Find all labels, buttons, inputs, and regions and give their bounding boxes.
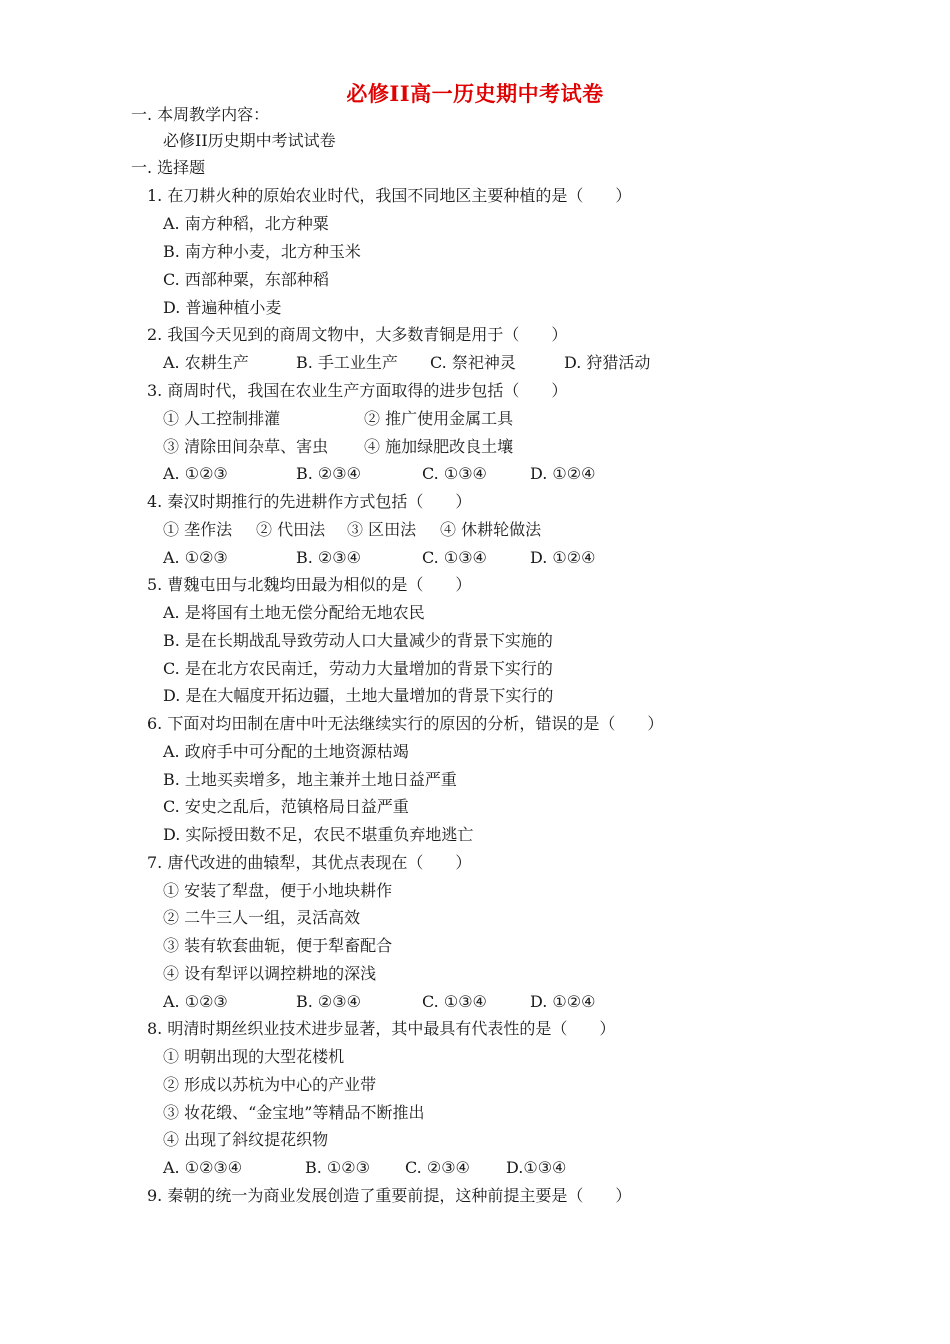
question-8-item-3: ③ 妆花缎、“金宝地”等精品不断推出 — [163, 1103, 425, 1122]
question-1-option-c: C. 西部种粟，东部种稻 — [163, 270, 329, 289]
question-3-item-2: ② 推广使用金属工具 — [364, 409, 514, 428]
question-6-option-a: A. 政府手中可分配的土地资源枯竭 — [163, 742, 409, 761]
question-5-option-b: B. 是在长期战乱导致劳动人口大量减少的背景下实施的 — [163, 631, 553, 650]
question-4-item-2: ② 代田法 — [256, 520, 326, 539]
question-8-option-d: D.①③④ — [506, 1158, 567, 1177]
question-7-item-2: ② 二牛三人一组，灵活高效 — [163, 908, 361, 927]
question-1-option-a: A. 南方种稻，北方种粟 — [163, 214, 329, 233]
question-8-option-c: C. ②③④ — [405, 1158, 470, 1177]
question-7-item-3: ③ 装有软套曲轭，便于犁畜配合 — [163, 936, 393, 955]
question-4-stem: 4. 秦汉时期推行的先进耕作方式包括（ ） — [147, 492, 472, 511]
question-3-option-c: C. ①③④ — [422, 464, 487, 483]
question-5-option-a: A. 是将国有土地无偿分配给无地农民 — [163, 603, 425, 622]
question-6-option-c: C. 安史之乱后，范镇格局日益严重 — [163, 797, 409, 816]
question-5-option-d: D. 是在大幅度开拓边疆，土地大量增加的背景下实行的 — [163, 686, 554, 705]
question-8-option-a: A. ①②③④ — [163, 1158, 243, 1177]
question-7-option-c: C. ①③④ — [422, 992, 487, 1011]
question-4-item-1: ① 垄作法 — [163, 520, 233, 539]
question-2-option-b: B. 手工业生产 — [296, 353, 398, 372]
question-4-option-a: A. ①②③ — [163, 548, 228, 567]
question-6-option-b: B. 土地买卖增多，地主兼并土地日益严重 — [163, 770, 457, 789]
question-8-item-1: ① 明朝出现的大型花楼机 — [163, 1047, 345, 1066]
question-4-item-4: ④ 休耕轮做法 — [440, 520, 542, 539]
question-2-option-d: D. 狩猎活动 — [564, 353, 651, 372]
question-3-item-1: ① 人工控制排灌 — [163, 409, 281, 428]
section-heading-content: 一. 本周教学内容： — [131, 105, 270, 124]
question-5-stem: 5. 曹魏屯田与北魏均田最为相似的是（ ） — [147, 575, 472, 594]
question-2-option-a: A. 农耕生产 — [163, 353, 249, 372]
question-2-stem: 2. 我国今天见到的商周文物中，大多数青铜是用于（ ） — [147, 325, 568, 344]
question-1-stem: 1. 在刀耕火种的原始农业时代，我国不同地区主要种植的是（ ） — [147, 186, 632, 205]
question-8-item-4: ④ 出现了斜纹提花织物 — [163, 1130, 329, 1149]
question-1-option-d: D. 普遍种植小麦 — [163, 298, 282, 317]
question-3-option-b: B. ②③④ — [296, 464, 361, 483]
question-8-stem: 8. 明清时期丝织业技术进步显著，其中最具有代表性的是（ ） — [147, 1019, 616, 1038]
question-3-option-a: A. ①②③ — [163, 464, 228, 483]
question-3-item-3: ③ 清除田间杂草、害虫 — [163, 437, 329, 456]
question-6-option-d: D. 实际授田数不足，农民不堪重负弃地逃亡 — [163, 825, 474, 844]
page-title: 必修II高一历史期中考试卷 — [346, 81, 604, 106]
question-2-option-c: C. 祭祀神灵 — [430, 353, 516, 372]
question-7-item-4: ④ 设有犁评以调控耕地的深浅 — [163, 964, 377, 983]
question-7-option-a: A. ①②③ — [163, 992, 228, 1011]
question-5-option-c: C. 是在北方农民南迁，劳动力大量增加的背景下实行的 — [163, 659, 553, 678]
section-content-text: 必修II历史期中考试试卷 — [163, 131, 336, 150]
question-7-option-d: D. ①②④ — [530, 992, 596, 1011]
question-6-stem: 6. 下面对均田制在唐中叶无法继续实行的原因的分析，错误的是（ ） — [147, 714, 664, 733]
question-8-option-b: B. ①②③ — [305, 1158, 370, 1177]
question-4-item-3: ③ 区田法 — [347, 520, 417, 539]
question-3-option-d: D. ①②④ — [530, 464, 596, 483]
question-1-option-b: B. 南方种小麦，北方种玉米 — [163, 242, 361, 261]
question-4-option-d: D. ①②④ — [530, 548, 596, 567]
question-7-item-1: ① 安装了犁盘，便于小地块耕作 — [163, 881, 393, 900]
question-9-stem: 9. 秦朝的统一为商业发展创造了重要前提，这种前提主要是（ ） — [147, 1186, 632, 1205]
question-7-option-b: B. ②③④ — [296, 992, 361, 1011]
question-4-option-b: B. ②③④ — [296, 548, 361, 567]
question-7-stem: 7. 唐代改进的曲辕犁，其优点表现在（ ） — [147, 853, 472, 872]
question-3-item-4: ④ 施加绿肥改良土壤 — [364, 437, 514, 456]
question-4-option-c: C. ①③④ — [422, 548, 487, 567]
section-heading-choice: 一. 选择题 — [131, 158, 206, 177]
question-3-stem: 3. 商周时代，我国在农业生产方面取得的进步包括（ ） — [147, 381, 568, 400]
question-8-item-2: ② 形成以苏杭为中心的产业带 — [163, 1075, 377, 1094]
